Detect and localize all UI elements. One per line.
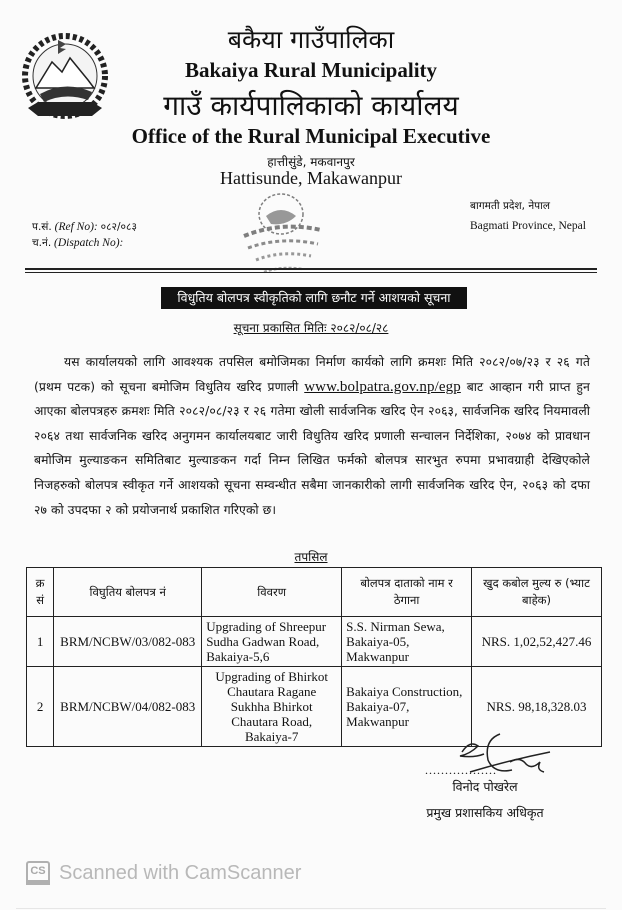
camscanner-text: Scanned with CamScanner [59,861,302,884]
cell-bid-number: BRM/NCBW/03/082-083 [54,617,202,667]
table-row [27,617,602,667]
cell-bidder: Bakaiya Construction, Bakaiya-07, Makwanpur [342,667,472,747]
notice-title: विधुतिय बोलपत्र स्वीकृतिको लागि छनौट गर्ने आशयको सूचना [161,287,467,309]
province-block [470,196,586,236]
office-seal-stamp-icon [226,186,336,276]
cell-description: Upgrading of Shreepur Sudha Gadwan Road, Bakaiya-5,6 [202,617,342,667]
bid-table [26,567,602,747]
notice-body [34,350,590,522]
header-amount: खुद कबोल मुल्य रु (भ्याट बाहेक) [472,568,602,617]
municipality-name-english: Bakaiya Rural Municipality [184,58,438,82]
cell-serial: 2 [27,667,54,747]
dispatch-label-nepali: च.नं. [32,237,52,249]
notice-body-part2: बाट आव्हान गरी प्राप्त हुन आएका बोलपत्रहरु क्रमशः मिति २०८२/०८/२३ र २६ गतेमा खोली सार्वजनिक खरिद ऐन २०६३, सार्वजनिक खरिद नियमावली २०६४ तथा सार्वजनिक खरिद अनुगमन कार्यालयबाट जारी विधुतिय खरिद प्रणाली सन्चालन निर्देशिका, २०७४ को प्रावधान बमोजिम मुल्याङकन समितिबाट मुल्याङकन गर्दा निम्न लिखित फर्मको बोलपत्र सारभुत रुपमा प्रभावग्राही देखिएकोले निजहरुको बोलपत्र स्वीकृत गर्ने आशयको सूचना सम्वन्धीत सबैमा जानकारीको लागी सार्वजनिक खरिद ऐन, २०६३ को दफा २७ को उपदफा २ को प्रयोजनार्थ प्रकाशित गरिएको छ। [34,379,590,517]
schedule-heading: तपसिल [294,550,328,564]
signature-line: .................. [425,763,497,777]
municipality-name-nepali: बकैया गाउँपालिका [227,25,395,54]
cell-bidder: S.S. Nirman Sewa, Bakaiya-05, Makwanpur [342,617,472,667]
header-divider [25,268,597,273]
ref-label-nepali: प.सं. [32,221,52,233]
header-bid-number: विघुतिय बोलपत्र नं [54,568,202,617]
header-serial: क्र सं [27,568,54,617]
province-english: Bagmati Province, Nepal [470,220,586,232]
cell-description: Upgrading of Bhirkot Chautara Ragane Sukhha Bhirkot Chautara Road, Bakaiya-7 [202,667,342,747]
office-name-english: Office of the Rural Municipal Executive [131,124,491,148]
province-nepali: बागमती प्रदेश, नेपाल [470,200,550,212]
location-nepali: हात्तीसुंडे, मकवानपुर [267,155,355,169]
office-name-nepali: गाउँ कार्यपालिकाको कार्यालय [163,89,459,122]
published-date: सूचना प्रकासित मितिः २०८२/०८/२८ [233,321,389,335]
signatory-title: प्रमुख प्रशासकिय अधिकृत [426,805,544,820]
dispatch-label-english: (Dispatch No): [54,237,124,249]
dispatch-number-line [32,235,137,251]
cell-bid-number: BRM/NCBW/04/082-083 [54,667,202,747]
ref-number-value: ०८२/०८३ [100,221,137,233]
notice-body-part1: यस कार्यालयको लागि आवश्यक तपसिल बमोजिमका निर्माण कार्यको लागि क्रमशः मिति २०८२/०७/२३ र २६ गते (प्रथम पटक) को सूचना बमोजिम विधुतिय खरिद प्रणाली [34,355,590,394]
camscanner-logo-icon: CS [26,861,50,885]
header-description: विवरण [202,568,342,617]
ref-label-english: (Ref No): [54,221,98,233]
bottom-divider [16,908,606,909]
location-english: Hattisunde, Makawanpur [220,168,402,188]
camscanner-watermark [26,861,301,885]
bolpatra-link[interactable]: www.bolpatra.gov.np/egp [304,378,461,395]
table-header-row [27,568,602,617]
header-bidder: बोलपत्र दाताको नाम र ठेगाना [342,568,472,617]
ref-number-line [32,219,137,235]
reference-block [32,219,137,251]
cell-amount: NRS. 1,02,52,427.46 [472,617,602,667]
cell-serial: 1 [27,617,54,667]
signatory-name: विनोद पोखरेल [452,779,518,794]
cell-amount: NRS. 98,18,328.03 [472,667,602,747]
